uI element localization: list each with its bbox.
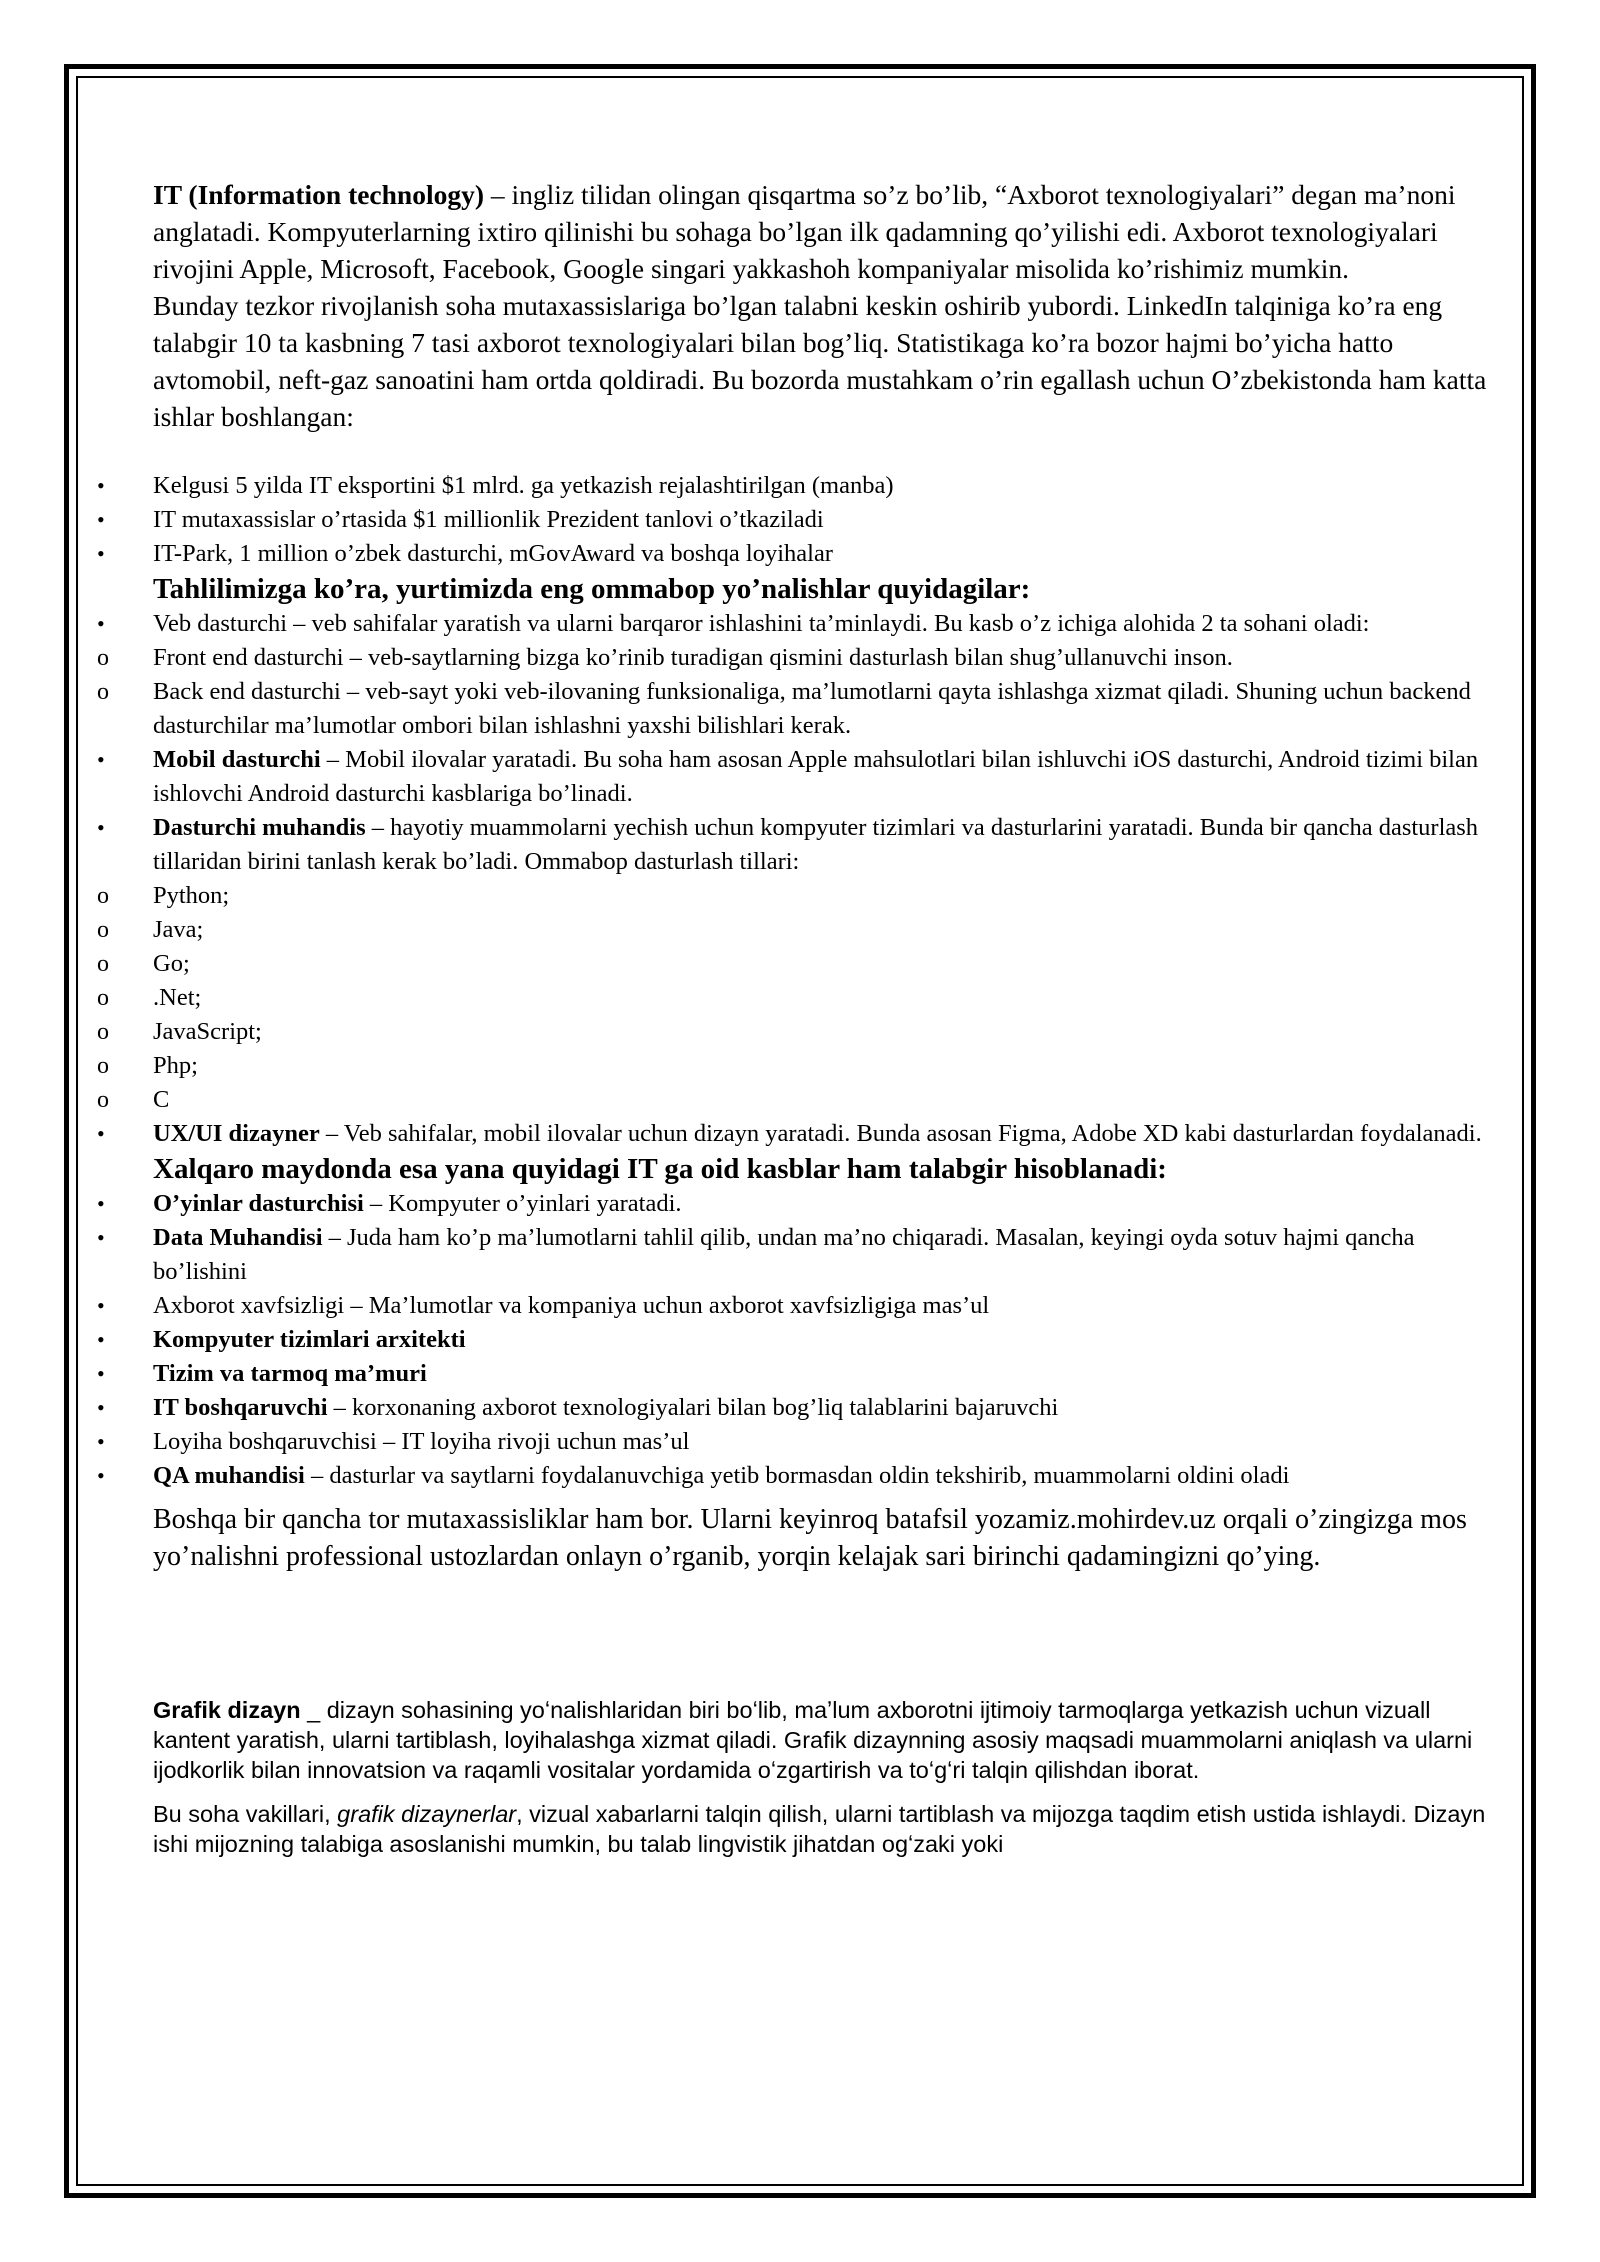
bullet-icon: • (97, 747, 105, 772)
bullet-icon: • (97, 1121, 105, 1146)
international-list (97, 1187, 1513, 1493)
list-item-itmanager: • IT boshqaruvchi – korxonaning axborot texnologiyalari bilan bog’liq talablarini bajaruvchi (153, 1391, 1513, 1425)
circle-bullet-icon: o (97, 1019, 109, 1045)
list-item-data: • Data Muhandisi – Juda ham ko’p ma’lumotlarni tahlil qilib, undan ma’no chiqaradi. Masalan, keyingi oyda sotuv hajmi qancha bo’lishini (153, 1221, 1513, 1289)
bullet-icon: • (97, 473, 105, 498)
circle-bullet-icon: o (97, 645, 109, 671)
circle-bullet-icon: o (97, 917, 109, 943)
list-item-language: o Go; (153, 947, 1513, 981)
list-item-language: o C (153, 1083, 1513, 1117)
bullet-icon: • (97, 1395, 105, 1420)
bullet-icon: • (97, 1191, 105, 1216)
intro-text-1: – ingliz tilidan olingan qisqartma so’z bo’lib, “Axborot texnologiyalari” degan ma’noni anglatadi. Kompyuterlarning ixtiro qilinishi bu sohaga bo’lgan ilk qadamning qo’yilishi edi. Axborot texnologiyalari rivojini Apple, Microsoft, Facebook, Google singari yakkashoh kompaniyalar misolida ko’rishimiz mumkin. (153, 179, 1456, 284)
bullet-icon: • (97, 1463, 105, 1488)
list-item-language: o Java; (153, 913, 1513, 947)
section-heading-popular: Tahlilimizga ko’ra, yurtimizda eng ommabop yo’nalishlar quyidagilar: (153, 573, 1031, 605)
intro-paragraph-1 (153, 176, 1513, 287)
bullet-icon: • (97, 1429, 105, 1454)
bullet-icon: • (97, 1361, 105, 1386)
graphic-design-paragraph-2: Bu soha vakillari, grafik dizaynerlar, vizual xabarlarni talqin qilish, ularni tartiblash va mijozga taqdim etish ustida ishlaydi. Dizayn ishi mijozning talabiga asoslanishi mumkin, bu talab lingvistik jihatdan ogʻzaki yoki (153, 1801, 1486, 1857)
list-item-architect: • Kompyuter tizimlari arxitekti (153, 1323, 1513, 1357)
document-body (97, 176, 1513, 1859)
it-term: IT (Information technology) (153, 179, 485, 210)
list-item-frontend: o Front end dasturchi – veb-saytlarning bizga ko’rinib turadigan qismini dasturlash bilan shug’ullanuvchi inson. (153, 641, 1513, 675)
list-item-language: o .Net; (153, 981, 1513, 1015)
circle-bullet-icon: o (97, 1053, 109, 1079)
list-item-language: o Python; (153, 879, 1513, 913)
list-item-sysadmin: • Tizim va tarmoq ma’muri (153, 1357, 1513, 1391)
list-item-language: o Php; (153, 1049, 1513, 1083)
graphic-design-term: Grafik dizayn (153, 1697, 301, 1723)
circle-bullet-icon: o (97, 985, 109, 1011)
bullet-icon: • (97, 1225, 105, 1250)
list-item-uxui: • UX/UI dizayner – Veb sahifalar, mobil ilovalar uchun dizayn yaratadi. Bunda asosan Figma, Adobe XD kabi dasturlardan foydalanadi. (153, 1117, 1513, 1151)
circle-bullet-icon: o (97, 883, 109, 909)
closing-paragraph: Boshqa bir qancha tor mutaxassisliklar ham bor. Ularni keyinroq batafsil yozamiz.mohirdev.uz orqali o’zingizga mos yo’nalishni professional ustozlardan onlayn o’rganib, yorqin kelajak sari birinchi qadamingizni qo’ying. (153, 1504, 1467, 1572)
graphic-design-paragraph-1: Grafik dizayn _ dizayn sohasining yoʻnalishlaridan biri boʻlib, maʼlum axborotni ijtimoiy tarmoqlarga yetkazish uchun vizuall kantent yaratish, ularni tartiblash, loyihalashga xizmat qiladi. Grafik dizaynning asosiy maqsadi muammolarni aniqlash va ularni ijodkorlik bilan innovatsion va raqamli vositalar yordamida oʻzgartirish va toʻgʻri talqin qilishdan iborat. (153, 1697, 1473, 1783)
list-item-games: • O’yinlar dasturchisi – Kompyuter o’yinlari yaratadi. (153, 1187, 1513, 1221)
circle-bullet-icon: o (97, 951, 109, 977)
popular-list (97, 607, 1513, 1151)
list-item-web: • Veb dasturchi – veb sahifalar yaratish va ularni barqaror ishlashini ta’minlaydi. Bu kasb o’z ichiga alohida 2 ta sohani oladi: (153, 607, 1513, 641)
list-item-language: o JavaScript; (153, 1015, 1513, 1049)
list-item: • IT-Park, 1 million o’zbek dasturchi, mGovAward va boshqa loyihalar (153, 537, 1513, 571)
section-heading-international: Xalqaro maydonda esa yana quyidagi IT ga oid kasblar ham talabgir hisoblanadi: (153, 1153, 1167, 1185)
list-item: • IT mutaxassislar o’rtasida $1 millionlik Prezident tanlovi o’tkaziladi (153, 503, 1513, 537)
list-item-security: • Axborot xavfsizligi – Ma’lumotlar va kompaniya uchun axborot xavfsizligiga mas’ul (153, 1289, 1513, 1323)
bullet-icon: • (97, 507, 105, 532)
list-item-engineer: • Dasturchi muhandis – hayotiy muammolarni yechish uchun kompyuter tizimlari va dasturlarini yaratadi. Bunda bir qancha dasturlash tillaridan birini tanlash kerak bo’ladi. Ommabop dasturlash tillari: (153, 811, 1513, 879)
list-item-backend: o Back end dasturchi – veb-sayt yoki veb-ilovaning funksionaliga, ma’lumotlarni qayta ishlashga xizmat qiladi. Shuning uchun backend dasturchilar ma’lumotlar ombori bilan ishlashni yaxshi bilishlari kerak. (153, 675, 1513, 743)
list-item-mobile: • Mobil dasturchi – Mobil ilovalar yaratadi. Bu soha ham asosan Apple mahsulotlari bilan ishluvchi iOS dasturchi, Android tizimi bilan ishlovchi Android dasturchi kasblariga bo’linadi. (153, 743, 1513, 811)
list-item-pm: • Loyiha boshqaruvchisi – IT loyiha rivoji uchun mas’ul (153, 1425, 1513, 1459)
bullet-icon: • (97, 1327, 105, 1352)
bullet-icon: • (97, 541, 105, 566)
bullet-icon: • (97, 815, 105, 840)
uzbekistan-list (97, 469, 1513, 571)
bullet-icon: • (97, 1293, 105, 1318)
intro-paragraph-2: Bunday tezkor rivojlanish soha mutaxassislariga bo’lgan talabni keskin oshirib yubordi. LinkedIn talqiniga ko’ra eng talabgir 10 ta kasbning 7 tasi axborot texnologiyalari bilan bog’liq. Statistikaga ko’ra bozor hajmi bo’yicha hatto avtomobil, neft-gaz sanoatini ham ortda qoldiradi. Bu bozorda mustahkam o’rin egallash uchun O’zbekistonda ham katta ishlar boshlangan: (153, 290, 1487, 432)
list-item-qa: • QA muhandisi – dasturlar va saytlarni foydalanuvchiga yetib bormasdan oldin tekshirib, muammolarni oldini oladi (153, 1459, 1513, 1493)
bullet-icon: • (97, 611, 105, 636)
list-item: • Kelgusi 5 yilda IT eksportini $1 mlrd. ga yetkazish rejalashtirilgan (manba) (153, 469, 1513, 503)
circle-bullet-icon: o (97, 1087, 109, 1113)
circle-bullet-icon: o (97, 679, 109, 705)
